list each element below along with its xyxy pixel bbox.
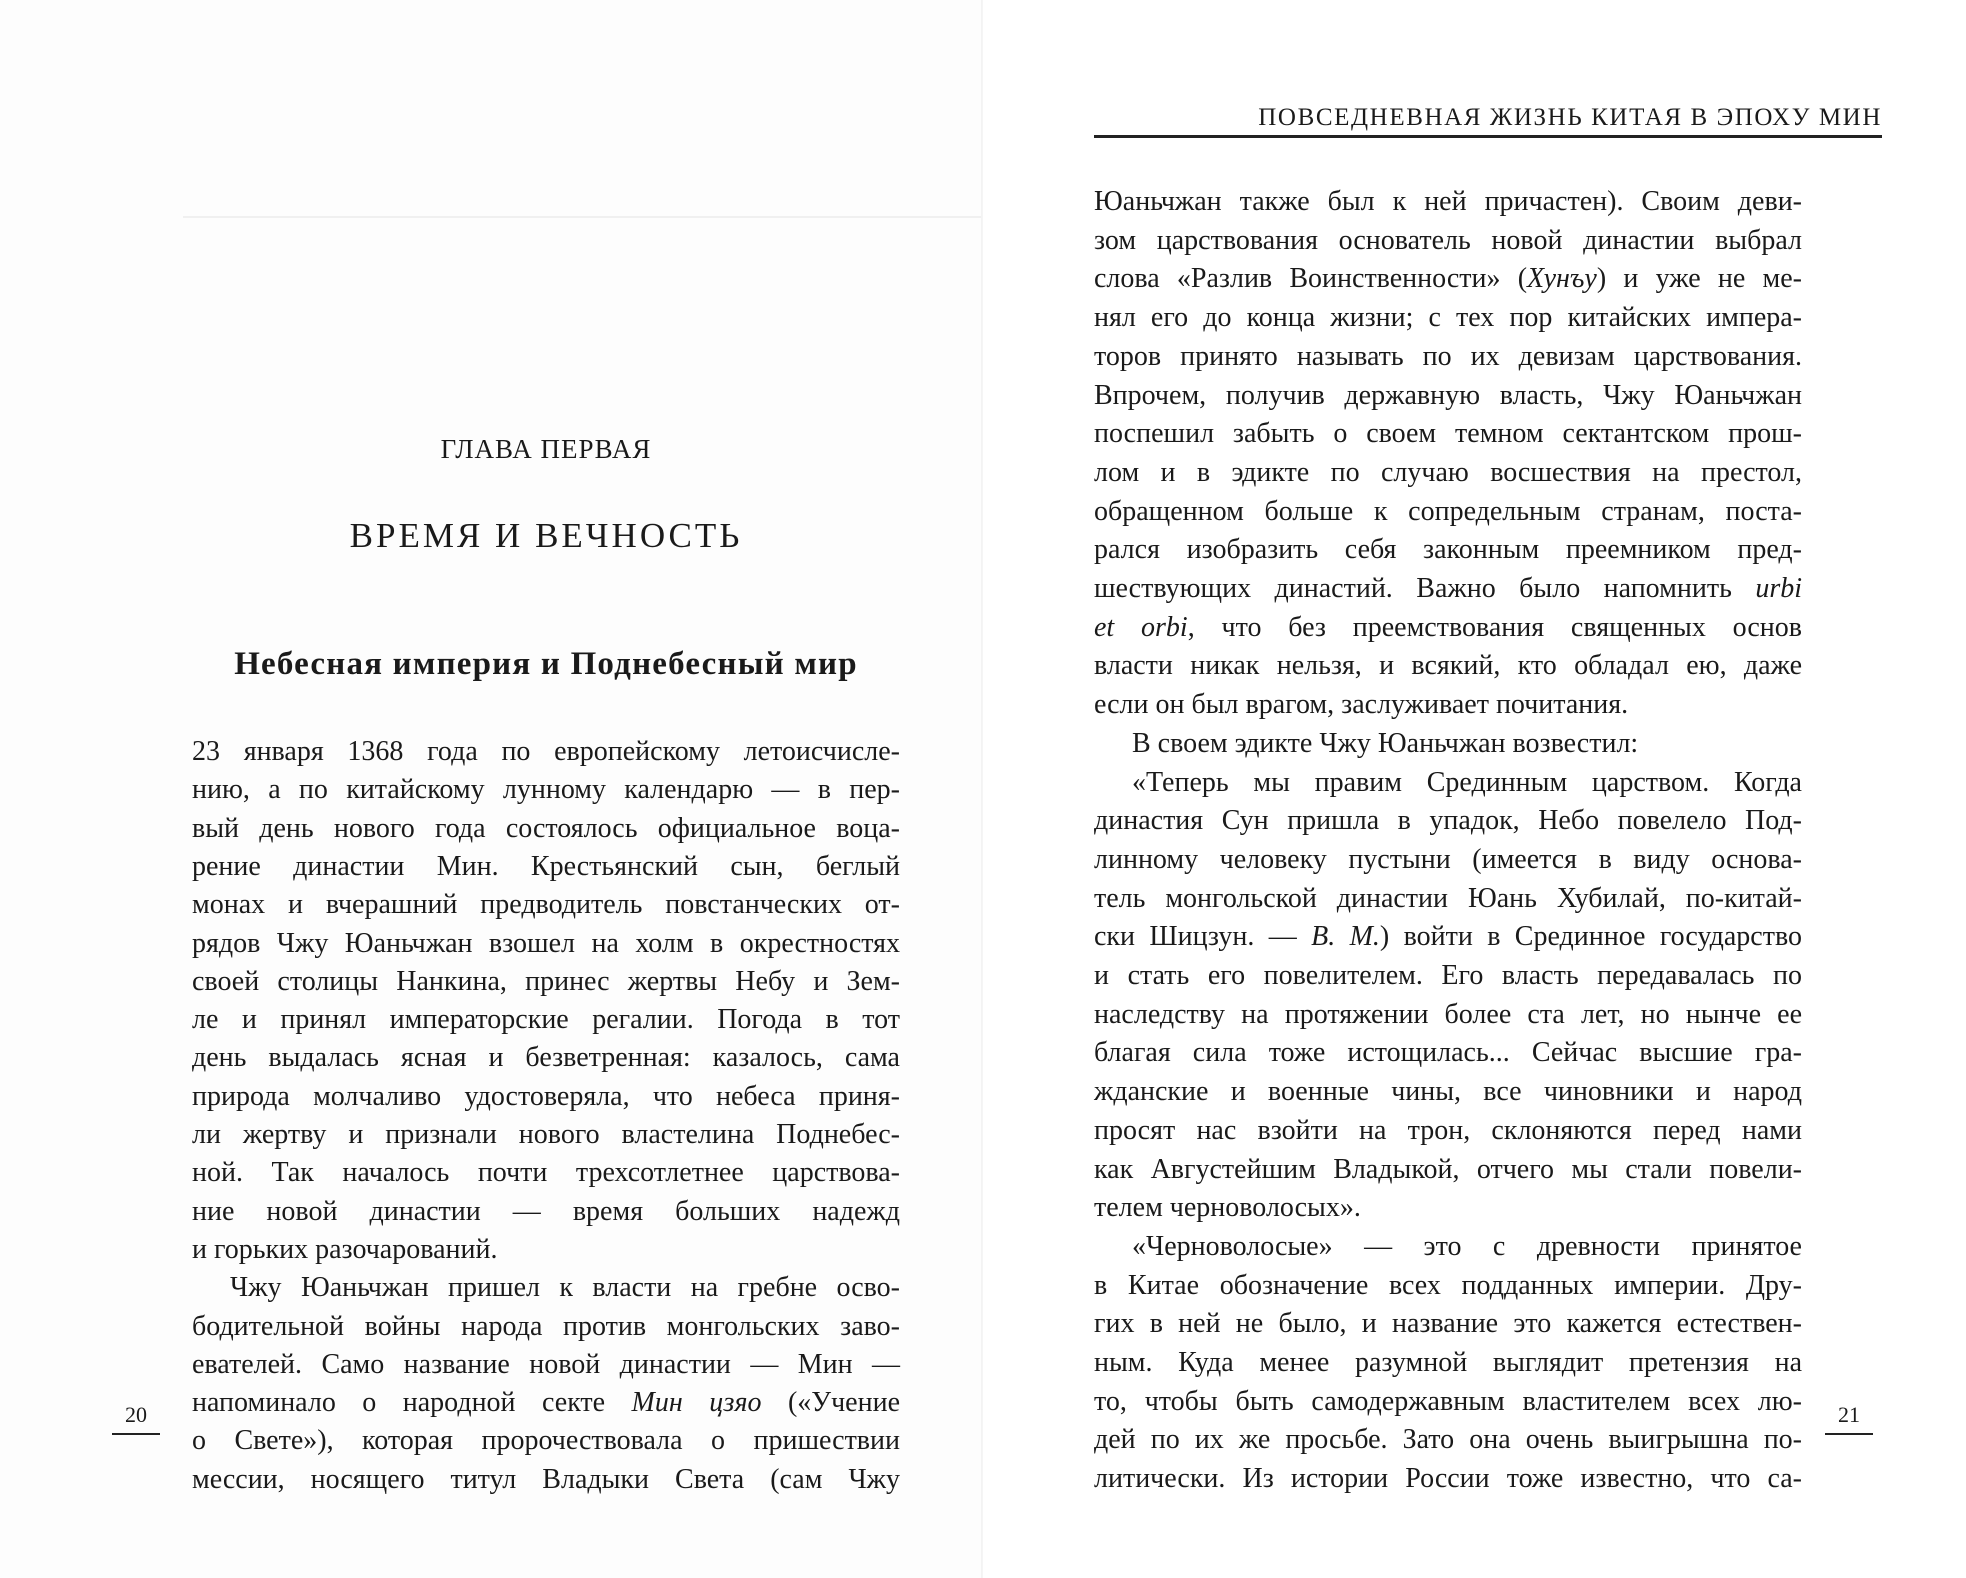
text-line: нию, а по китайскому лунному календарю — в пер- (192, 774, 900, 806)
text-line: «Черноволосые» — это с древности принятое (1132, 1230, 1802, 1262)
text-line: лом и в эдикте по случаю восшествия на престол, (1094, 456, 1802, 488)
italic-term: urbi (1755, 573, 1802, 604)
chapter-label: ГЛАВА ПЕРВАЯ (440, 434, 652, 464)
text-line: телем черноволосых». (1094, 1192, 1361, 1224)
text-line: рение династии Мин. Крестьянский сын, беглый (192, 850, 900, 882)
text-line: В своем эдикте Чжу Юаньчжан возвестил: (1132, 727, 1639, 759)
text-line: то, чтобы быть самодержавным властителем всех лю- (1094, 1385, 1802, 1417)
text-line: если он был врагом, заслуживает почитания. (1094, 689, 1629, 721)
running-head-rule (1094, 135, 1882, 138)
text-line: мессии, носящего титул Владыки Света (сам Чжу (192, 1463, 900, 1495)
text-line: дей по их же просьбе. Зато она очень выигрышна по- (1094, 1424, 1802, 1456)
text-segment: шествующих династий. Важно было напомнить (1094, 573, 1756, 604)
text-line: рядов Чжу Юаньчжан взошел на холм в окрестностях (192, 927, 900, 959)
text-line: тель монгольской династии Юань Хубилай, по-китай- (1094, 882, 1802, 914)
text-line (192, 1385, 900, 1421)
text-line (1094, 919, 1802, 955)
text-line: гих в ней не было, и название это кажется естествен- (1094, 1308, 1802, 1340)
text-line: Впрочем, получив державную власть, Чжу Юаньчжан (1094, 379, 1802, 411)
text-line: власти никак нельзя, и всякий, кто обладал ею, даже (1094, 650, 1802, 682)
text-line: просят нас взойти на трон, склоняются перед нами (1094, 1114, 1802, 1146)
chapter-title: ВРЕМЯ И ВЕЧНОСТЬ (349, 516, 743, 555)
text-line: ние новой династии — время больших надежд (192, 1195, 900, 1227)
text-segment: , что без преемствования священных основ (1187, 611, 1802, 643)
italic-term: Мин цзяо (631, 1387, 762, 1419)
section-title: Небесная империя и Поднебесный мир (234, 646, 858, 682)
text-line: как Августейшим Владыкой, отчего мы стали повели- (1094, 1153, 1802, 1185)
text-line: торов принято называть по их девизам царствования. (1094, 340, 1802, 372)
right-page (983, 0, 1966, 1578)
text-line (1094, 610, 1802, 646)
text-segment: («Учение (761, 1387, 901, 1419)
text-line: обращенном больше к сопредельным странам, поста- (1094, 495, 1802, 527)
text-segment: слова «Разлив Воинственности» ( (1094, 263, 1528, 295)
running-head: ПОВСЕДНЕВНАЯ ЖИЗНЬ КИТАЯ В ЭПОХУ МИН (1258, 104, 1882, 131)
italic-term: Хунъу (1527, 263, 1597, 295)
text-line: и стать его повелителем. Его власть передавалась по (1094, 960, 1802, 991)
text-line: литически. Из истории России тоже известно, что са- (1094, 1463, 1802, 1495)
page-number-right: 21 (1838, 1402, 1860, 1427)
text-line (1094, 261, 1802, 297)
page-edge-shadow (183, 216, 989, 218)
text-line: и горьких разочарований. (192, 1233, 498, 1265)
text-line: Чжу Юаньчжан пришел к власти на гребне осво- (230, 1272, 900, 1304)
text-line: Юаньчжан также был к ней причастен). Своим деви- (1094, 186, 1802, 217)
text-line: день выдалась ясная и безветренная: казалось, сама (192, 1042, 900, 1074)
italic-term: В. М. (1311, 921, 1380, 953)
text-line: нял его до конца жизни; с тех пор китайских импера- (1094, 302, 1802, 334)
text-line: евателей. Само название новой династии — Мин — (192, 1348, 900, 1380)
text-line: бодительной войны народа против монгольских заво- (192, 1310, 900, 1342)
text-line: монах и вчерашний предводитель повстанческих от- (192, 889, 900, 921)
text-line: поспешил забыть о своем темном сектантском прош- (1094, 418, 1802, 450)
text-line: вый день нового года состоялось официальное воца- (192, 812, 900, 844)
text-line: своей столицы Нанкина, принес жертвы Небу и Зем- (192, 965, 900, 997)
text-line: линному человеку пустыни (имеется в виду основа- (1094, 843, 1802, 875)
text-line (1094, 571, 1802, 607)
page-number-rule (1825, 1433, 1873, 1435)
text-line: 23 января 1368 года по европейскому летоисчисле- (192, 736, 900, 767)
text-line: рался изобразить себя законным преемником пред- (1094, 534, 1802, 566)
text-line: в Китае обозначение всех подданных империи. Дру- (1094, 1269, 1802, 1301)
page-number-rule (112, 1433, 160, 1435)
text-line: ным. Куда менее разумной выглядит претензия на (1094, 1347, 1802, 1378)
text-segment: ) и уже не ме- (1596, 263, 1802, 295)
text-line: жданские и военные чины, все чиновники и народ (1094, 1076, 1802, 1108)
text-segment: напоминало о народной секте (192, 1387, 632, 1419)
text-line: о Свете»), которая пророчествовала о пришествии (192, 1425, 900, 1457)
page-number-left: 20 (125, 1402, 147, 1427)
text-line: природа молчаливо удостоверяла, что небеса приня- (192, 1080, 900, 1112)
text-line: зом царствования основатель новой династии выбрал (1094, 224, 1802, 256)
text-line: ли жертву и признали нового властелина Поднебес- (192, 1119, 900, 1150)
text-line: благая сила тоже истощилась... Сейчас высшие гра- (1094, 1037, 1802, 1069)
text-line: наследству на протяжении более ста лет, но нынче ее (1094, 998, 1802, 1030)
text-line: «Теперь мы правим Срединным царством. Когда (1132, 766, 1802, 798)
text-line: ной. Так началось почти трехсотлетнее царствова- (192, 1157, 900, 1189)
text-segment: ) войти в Срединное государство (1379, 921, 1802, 953)
text-line: ле и принял императорские регалии. Погода в тот (192, 1004, 900, 1036)
text-line: династия Сун пришла в упадок, Небо повелело Под- (1094, 805, 1802, 837)
text-segment: ски Шицзун. — (1094, 921, 1312, 953)
italic-term: et orbi (1094, 611, 1188, 643)
